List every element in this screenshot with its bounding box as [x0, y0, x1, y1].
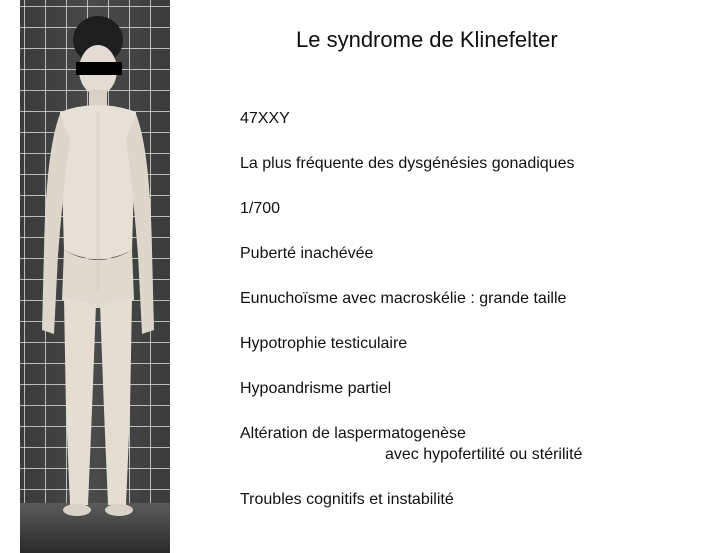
list-item [240, 423, 710, 489]
list-item: Eunuchoïsme avec macroskélie : grande taille [240, 290, 567, 307]
patient-figure [20, 0, 170, 553]
list-item: Hypotrophie testiculaire [240, 335, 408, 352]
list-item: 47XXY [240, 110, 290, 127]
list-item: Hypoandrisme partiel [240, 380, 392, 397]
list-item: La plus fréquente des dysgénésies gonadiques [240, 155, 575, 172]
list-item: Troubles cognitifs et instabilité [240, 491, 454, 508]
slide-title: Le syndrome de Klinefelter [296, 27, 558, 52]
list-item: Puberté inachévée [240, 245, 374, 262]
feature-list [240, 108, 710, 534]
list-item: 1/700 [240, 200, 281, 217]
censor-bar [76, 62, 122, 75]
patient-photo [20, 0, 170, 553]
list-item-continuation: avec hypofertilité ou stérilité [385, 446, 583, 463]
list-item-line: Altération de laspermatogenèse [240, 425, 466, 442]
